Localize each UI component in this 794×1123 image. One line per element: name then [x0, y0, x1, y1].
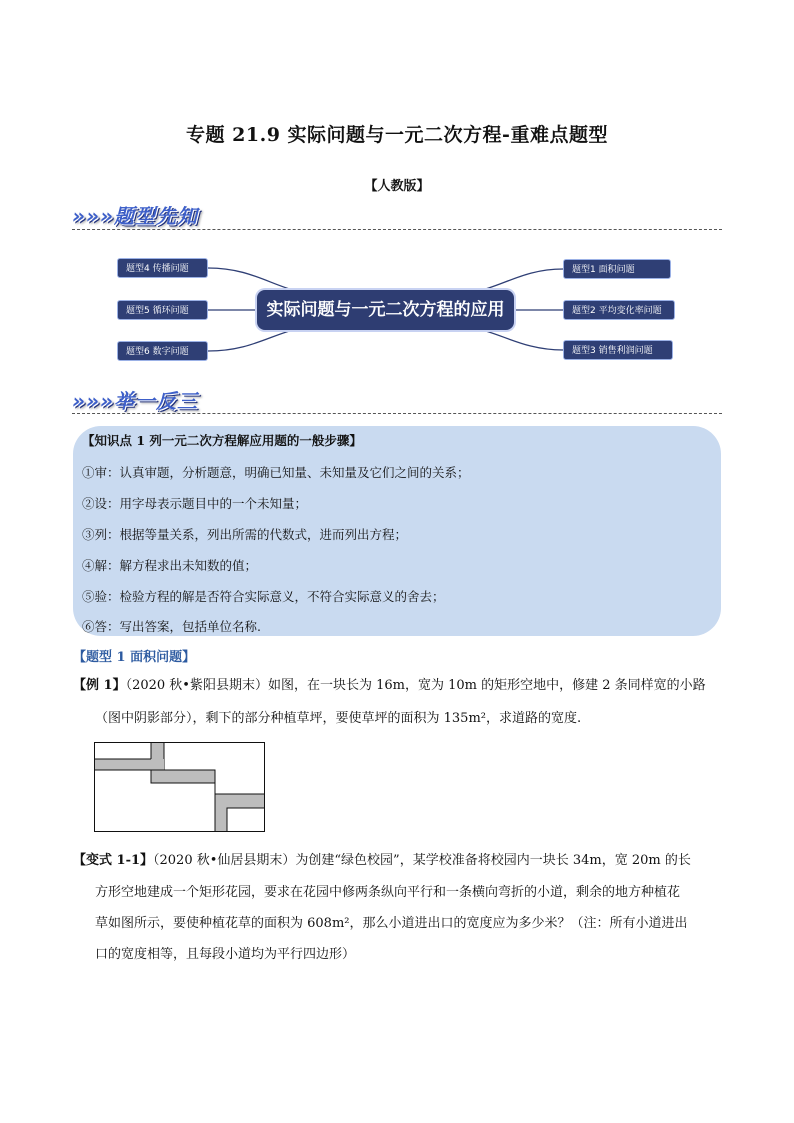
document-title: 专题 21.9 实际问题与一元二次方程-重难点题型	[186, 124, 608, 146]
knowledge-step: ⑥答：写出答案，包括单位名称.	[82, 619, 261, 634]
knowledge-step: ②设：用字母表示题目中的一个未知量；	[82, 496, 308, 511]
mindmap-center: 实际问题与一元二次方程的应用	[257, 290, 514, 330]
banner-question-types: »»»题型先知	[72, 204, 198, 228]
divider	[72, 413, 722, 414]
knowledge-step: ④解：解方程求出未知数的值；	[82, 558, 258, 573]
mindmap-node-type2: 题型2 平均变化率问题	[563, 300, 675, 320]
mindmap-node-type3: 题型3 销售利润问题	[563, 340, 673, 360]
connector-right-3	[475, 328, 563, 350]
knowledge-step: ③列：根据等量关系，列出所需的代数式，进而列出方程；	[82, 527, 408, 542]
connector-left-3	[208, 328, 300, 351]
variant-1-1-line3: 草如图所示，要使种植花草的面积为 608m²，那么小道进出口的宽度应为多少米？（注：所有小道进出	[95, 916, 688, 931]
knowledge-step: ①审：认真审题，分析题意，明确已知量、未知量及它们之间的关系；	[82, 465, 470, 480]
mindmap-node-type4: 题型4 传播问题	[117, 258, 208, 278]
variant-1-1-text: （2020 秋•仙居县期末）为创建“绿色校园”，某学校准备将校园内一块长 34m，宽 20m 的长	[153, 853, 691, 868]
example-1-text: （2020 秋•紫阳县期末）如图，在一块长为 16m，宽为 10m 的矩形空地中，修建 2 条同样宽的小路	[125, 678, 706, 693]
connector-left-1	[208, 268, 300, 292]
banner-practice: »»»举一反三	[72, 389, 198, 413]
mindmap-node-type6: 题型6 数字问题	[117, 341, 208, 361]
knowledge-heading: 【知识点 1 列一元二次方程解应用题的一般步骤】	[82, 433, 362, 448]
divider	[72, 229, 722, 230]
example-1-line1	[73, 670, 723, 702]
variant-1-1-label: 【变式 1-1】	[73, 853, 154, 868]
mindmap-node-type5: 题型5 循环问题	[117, 300, 208, 320]
section-heading-area: 【题型 1 面积问题】	[73, 650, 196, 665]
document-subtitle: 【人教版】	[364, 179, 430, 194]
connector-right-1	[475, 269, 563, 292]
mindmap-node-type1: 题型1 面积问题	[563, 259, 671, 279]
variant-1-1-line1	[73, 845, 723, 877]
example-1-figure	[94, 742, 266, 834]
example-1-line2: （图中阴影部分），剩下的部分种植草坪，要使草坪的面积为 135m²，求道路的宽度.	[95, 711, 582, 726]
variant-1-1-line4: 口的宽度相等，且每段小道均为平行四边形）	[95, 947, 356, 962]
knowledge-step: ⑤验：检验方程的解是否符合实际意义，不符合实际意义的舍去；	[82, 589, 445, 604]
example-1-label: 【例 1】	[73, 678, 126, 693]
variant-1-1-line2: 方形空地建成一个矩形花园，要求在花园中修两条纵向平行和一条横向弯折的小道，剩余的地方种植花	[95, 885, 681, 900]
